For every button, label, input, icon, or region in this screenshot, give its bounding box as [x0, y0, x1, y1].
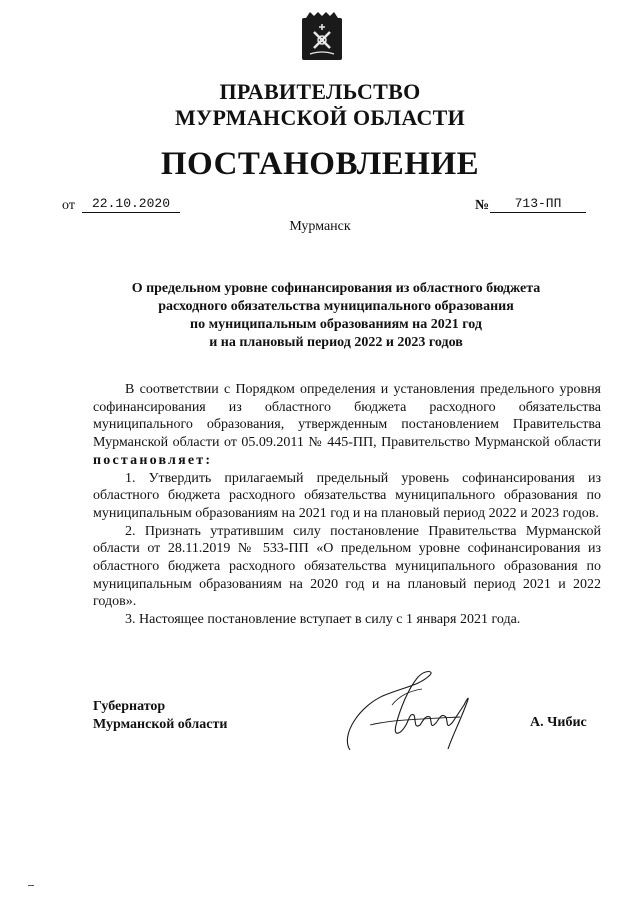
coat-of-arms-icon [300, 12, 344, 64]
title-line: и на плановый период 2022 и 2023 годов [209, 335, 463, 350]
signatory-name: А. Чибис [530, 715, 587, 730]
signatory-title-line2: Мурманской области [93, 717, 228, 732]
document-body [93, 381, 601, 629]
document-date: 22.10.2020 [82, 196, 180, 213]
scan-mark [28, 885, 34, 886]
number-prefix: № [475, 198, 490, 213]
preamble-paragraph [93, 381, 601, 470]
decree-word: постановляет: [93, 452, 213, 468]
preamble-text: В соответствии с Порядком определения и установления предельного уровня софинансирования из областного бюджета расходного обязательства муниципального образования, утвержденным постановлением Правительства Мурманской области от 05.09.2011 № 445-ПП, Правительство Мурманской области [93, 382, 601, 451]
title-line: по муниципальным образованиям на 2021 год [190, 317, 482, 332]
item-1: 1. Утвердить прилагаемый предельный уровень софинансирования из областного бюджета расходного обязательства муниципального образования по муниципальным образованиям на 2021 год и на плановый период 2022 и 2023 годов. [93, 470, 601, 521]
title-line: расходного обязательства муниципального образования [158, 299, 514, 314]
date-prefix: от [62, 198, 75, 213]
item-2: 2. Признать утратившим силу постановление Правительства Мурманской области от 28.11.2019 № 533-ПП «О предельном уровне софинансирования из областного бюджета расходного обязательства муниципального образования по муниципальным образованиям на 2020 год и на плановый период 2021 и 2022 годов». [93, 523, 601, 610]
signatory-title [93, 698, 227, 734]
handwritten-signature-icon [330, 665, 500, 760]
document-title [100, 280, 572, 352]
document-number: 713-ПП [490, 196, 586, 213]
document-type: ПОСТАНОВЛЕНИЕ [160, 146, 480, 182]
city: Мурманск [289, 219, 351, 234]
title-line: О предельном уровне софинансирования из областного бюджета [131, 281, 541, 296]
org-name-line2: МУРМАНСКОЙ ОБЛАСТИ [174, 105, 466, 130]
item-3: 3. Настоящее постановление вступает в силу с 1 января 2021 года. [125, 612, 521, 628]
org-name-line1: ПРАВИТЕЛЬСТВО [219, 79, 421, 104]
signatory-title-line1: Губернатор [93, 699, 166, 714]
